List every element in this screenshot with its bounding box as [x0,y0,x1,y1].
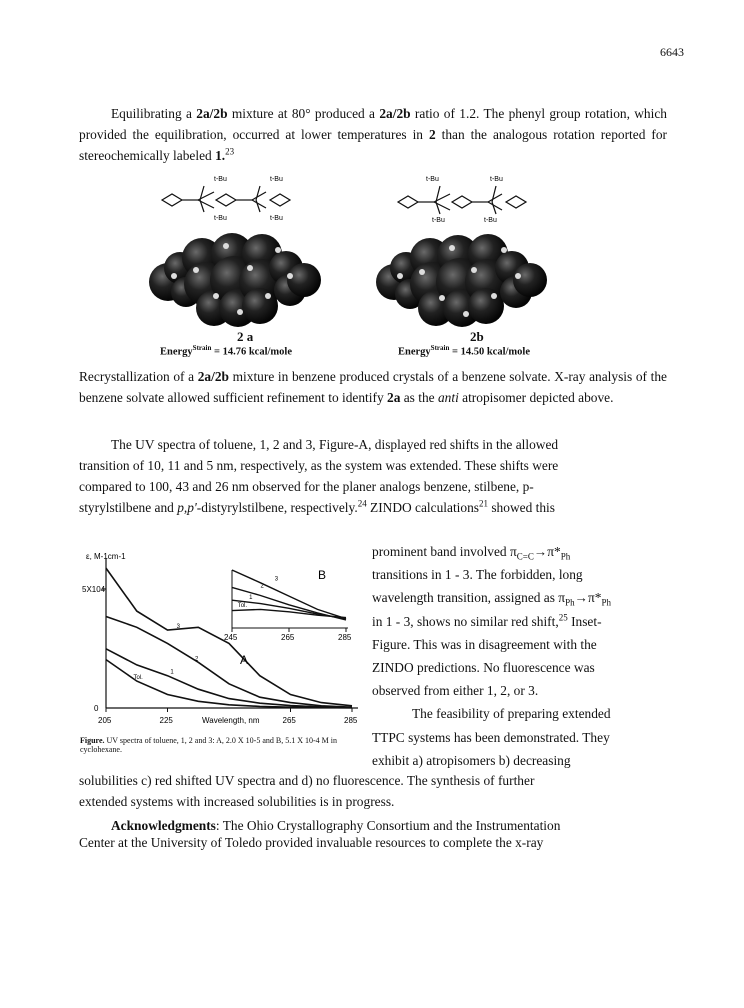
tbu-label: t-Bu [432,217,445,224]
side-text-column: prominent band involved $\pi_{C=C}\to\pi*_{Ph}$ transitions in 1 - 3. The forbidden, long wavelength transition, assigned as $\pi_{Ph}\to\pi*_{Ph}$ in 1 - 3, shows no similar red shift,$^{25}$ Inset- Figure. This was in disagreement with the ZINDO predictions. No fluorescence was observed from either 1, 2, or 3. The feasibility of preparing extended TTPC systems has been demonstrated. They exhibit a) atropisomers b) decreasing [372,544,611,768]
inset-tick-label: 265 [281,633,295,642]
tbu-label: t-Bu [214,215,227,222]
paragraph-3: The UV spectra of toluene, 1, 2 and 3, Figure-A, displayed red shifts in the allowed transition of 10, 11 and 5 nm, respectively, as the system was extended. These shifts were compared to 100, 43 and 26 nm observed for the planer analogs benzene, stilbene, p- styrylstilbene and p,p'-distyrylstilbene, respectively.$^{24}$ ZINDO calculations$^{21}$ showed this [79,437,559,515]
series-label: Tol. [133,675,143,682]
series-line-2 [106,617,352,708]
tbu-label: t-Bu [270,215,283,222]
series-line-1 [106,649,352,708]
molecule-2b-line-drawing [398,186,526,214]
x-tick-label: 265 [282,716,296,725]
inset-series-label: 1 [249,595,253,601]
tbu-label: t-Bu [270,176,283,183]
structure-label-2a: 2 a [237,329,254,344]
energy-2b: Energy$^{Strain}$ = 14.50 kcal/mole [398,344,530,358]
inset-series-line-2 [232,587,346,620]
x-axis-label: Wavelength, nm [202,716,260,725]
tbu-label: t-Bu [484,217,497,224]
space-filling-model-2b [376,234,547,327]
y-tick-label: 5X104 [82,585,106,594]
structures-figure [140,172,600,342]
inset-tick-label: 245 [224,633,238,642]
paragraph-1: Equilibrating a 2a/2b mixture at 80° produced a 2a/2b ratio of 1.2. The phenyl group rotation, which provided the equilibration, occurred at lower temperatures in 2 than the analogous rotation reported for stereochemically labeled 1.23 [79,106,667,163]
x-tick-label: 285 [344,716,358,725]
inset-chart [224,568,352,642]
paragraph-4: solubilities c) red shifted UV spectra and d) no fluorescence. The synthesis of further extended systems with increased solubilities is in progress. [79,773,535,809]
series-label: 3 [176,623,180,630]
y-axis-label: ε, M-1cm-1 [86,552,126,561]
y-zero-label: 0 [94,704,99,713]
paragraph-2: Recrystallization of a 2a/2b mixture in benzene produced crystals of a benzene solvate. X-ray analysis of the benzene solvate allowed sufficient refinement to identify 2a as the anti atropisomer depicted above. [79,369,667,405]
inset-series-label: Tol. [237,603,248,610]
tbu-label: t-Bu [490,176,503,183]
structure-label-2b: 2b [470,329,484,344]
uv-spectra-chart [78,540,368,750]
page-number: 6643 [660,45,684,59]
series-label: 2 [195,656,199,663]
inset-series [232,570,346,620]
tbu-label: t-Bu [426,176,439,183]
inset-series-label: 2 [260,583,264,590]
tbu-label: t-Bu [214,176,227,183]
energy-2a: Energy$^{Strain}$ = 14.76 kcal/mole [160,344,292,358]
space-filling-model-2a [149,233,321,327]
inset-tick-label: 285 [338,633,352,642]
figure-caption: Figure. UV spectra of toluene, 1, 2 and 3: A, 2.0 X 10-5 and B, 5.1 X 10-4 M in cyclohexane. [80,736,338,754]
series-label: 1 [170,669,174,676]
label-B: B [318,568,327,582]
acknowledgments: Acknowledgments: The Ohio Crystallography Consortium and the Instrumentation Center at the University of Toledo provided invaluable resources to complete the x-ray [79,818,561,850]
inset-x-ticks [224,628,352,642]
inset-series-label: 3 [274,576,279,583]
x-tick-label: 205 [98,716,112,725]
molecule-2a-line-drawing [162,186,290,212]
label-A: A [240,653,249,667]
x-tick-label: 225 [159,716,173,725]
